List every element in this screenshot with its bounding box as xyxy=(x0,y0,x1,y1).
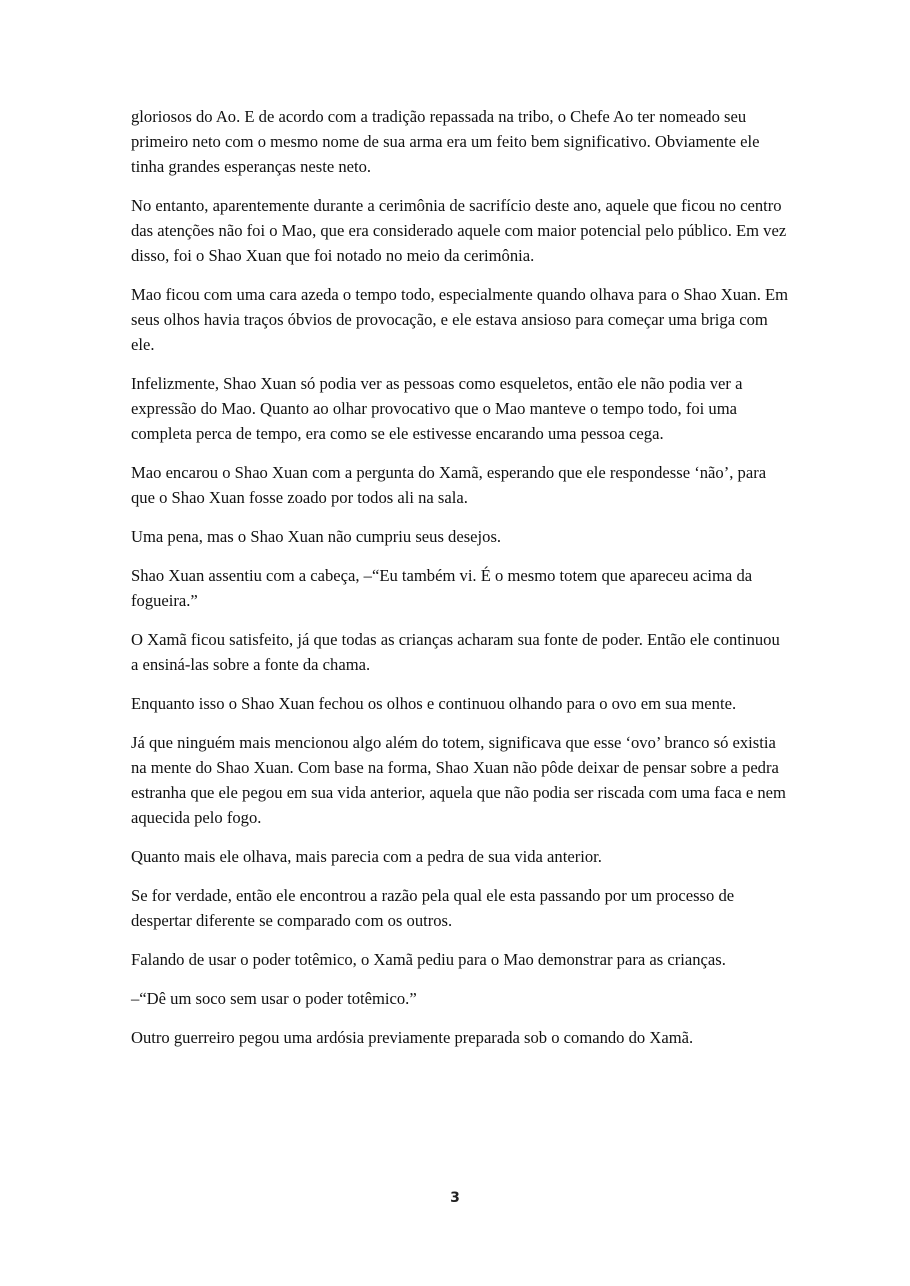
paragraph: Falando de usar o poder totêmico, o Xamã pediu para o Mao demonstrar para as crianças. xyxy=(131,950,726,969)
paragraph: Quanto mais ele olhava, mais parecia com a pedra de sua vida anterior. xyxy=(131,847,602,866)
paragraph: Outro guerreiro pegou uma ardósia previamente preparada sob o comando do Xamã. xyxy=(131,1028,694,1047)
paragraph: Enquanto isso o Shao Xuan fechou os olhos e continuou olhando para o ovo em sua mente. xyxy=(131,694,737,713)
paragraph: gloriosos do Ao. E de acordo com a tradição repassada na tribo, o Chefe Ao ter nomeado seu primeiro neto com o mesmo nome de sua arma era um feito bem significativo. Obviamente ele tinha grandes esperanças neste neto. xyxy=(131,107,760,176)
paragraph: O Xamã ficou satisfeito, já que todas as crianças acharam sua fonte de poder. Então ele continuou a ensiná-las sobre a fonte da chama. xyxy=(131,630,780,674)
paragraph: Uma pena, mas o Shao Xuan não cumpriu seus desejos. xyxy=(131,527,502,546)
paragraph: Mao encarou o Shao Xuan com a pergunta do Xamã, esperando que ele respondesse ‘não’, para que o Shao Xuan fosse zoado por todos ali na sala. xyxy=(131,463,767,507)
page-number: 3 xyxy=(450,1190,460,1206)
paragraph: No entanto, aparentemente durante a cerimônia de sacrifício deste ano, aquele que ficou no centro das atenções não foi o Mao, que era considerado aquele com maior potencial pelo público. Em vez disso, foi o Shao Xuan que foi notado no meio da cerimônia. xyxy=(131,196,787,265)
paragraph: Infelizmente, Shao Xuan só podia ver as pessoas como esqueletos, então ele não podia ver a expressão do Mao. Quanto ao olhar provocativo que o Mao manteve o tempo todo, foi uma completa perca de tempo, era como se ele estivesse encarando uma pessoa cega. xyxy=(131,374,743,443)
paragraph: –“Dê um soco sem usar o poder totêmico.” xyxy=(131,989,417,1008)
paragraph: Já que ninguém mais mencionou algo além do totem, significava que esse ‘ovo’ branco só existia na mente do Shao Xuan. Com base na forma, Shao Xuan não pôde deixar de pensar sobre a pedra estranha que ele pegou em sua vida anterior, aquela que não podia ser riscada com uma faca e nem aquecida pelo fogo. xyxy=(131,733,786,827)
paragraph: Shao Xuan assentiu com a cabeça, –“Eu também vi. É o mesmo totem que apareceu acima da fogueira.” xyxy=(131,566,753,610)
paragraph: Mao ficou com uma cara azeda o tempo todo, especialmente quando olhava para o Shao Xuan. Em seus olhos havia traços óbvios de provocação, e ele estava ansioso para começar uma briga com ele. xyxy=(131,285,789,354)
document-body xyxy=(131,104,791,1064)
paragraph: Se for verdade, então ele encontrou a razão pela qual ele esta passando por um processo de despertar diferente se comparado com os outros. xyxy=(131,886,735,930)
